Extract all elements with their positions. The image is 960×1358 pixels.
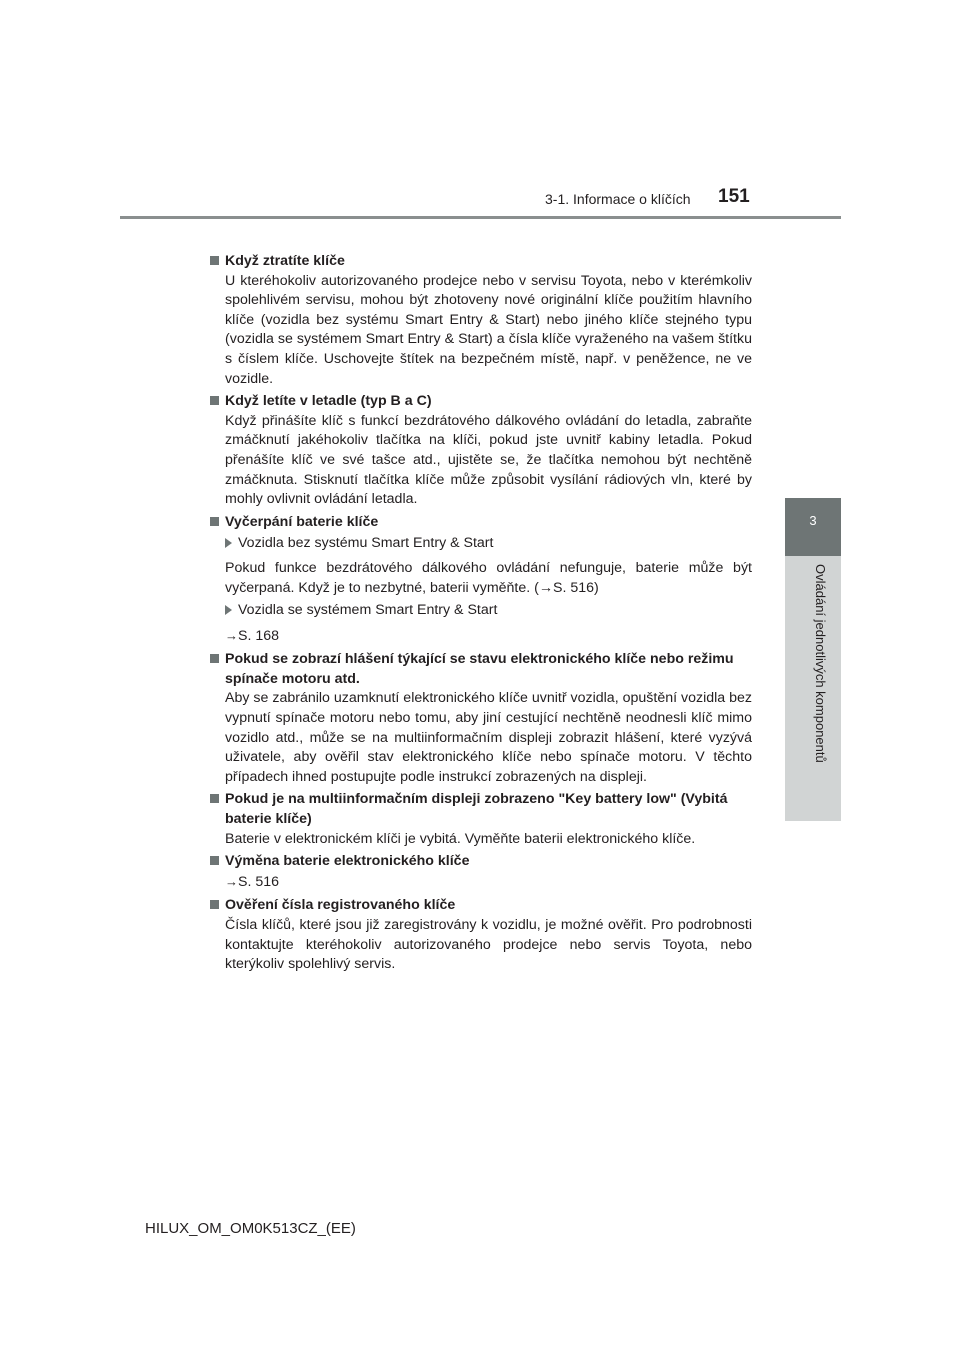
square-bullet-icon <box>210 256 219 265</box>
document-code: HILUX_OM_OM0K513CZ_(EE) <box>145 1220 356 1237</box>
arrow-right-icon: → <box>225 627 238 643</box>
triangle-bullet-icon <box>225 538 232 548</box>
section-airplane <box>208 392 752 510</box>
section-paragraph: Aby se zabránilo uzamknutí elektronického klíče uvnitř vozidla, opuštění vozidla bez vypnutí spínače motoru nebo tomu, aby jiní cestující nechtěně neodnesli klíč mimo vozidlo atd., může se na multiinformačním displeji zobrazit hlášení, které vyzývá uživatele, aby ověřil stav elektronického klíče nebo spínače motoru. V těchto případech ihned postupujte podle instrukcí zobrazených na displeji. <box>225 690 752 785</box>
square-bullet-icon <box>210 900 219 909</box>
section-key-battery-low <box>208 790 752 849</box>
triangle-bullet-icon <box>225 605 232 615</box>
square-bullet-icon <box>210 396 219 405</box>
section-lost-keys <box>208 252 752 389</box>
subsection-label: Vozidla se systémem Smart Entry & Start <box>208 601 752 621</box>
square-bullet-icon <box>210 654 219 663</box>
chapter-title: Ovládání jednotlivých komponentů <box>813 564 828 763</box>
section-heading: Ověření čísla registrovaného klíče <box>208 896 752 916</box>
section-paragraph: U kteréhokoliv autorizovaného prodejce nebo v servisu Toyota, nebo v kterémkoliv spolehlivém servisu, mohou být zhotoveny nové originální klíče použitím hlavního klíče (vozidla bez systému Smart Entry & Start) nebo jiného klíče stejného typu (vozidla se systémem Smart Entry & Start) a čísla klíče vyraženého na vašem štítku s číslem klíče. Uschovejte štítek na bezpečném místě, např. v peněžence, ne ve vozidle. <box>225 272 752 387</box>
subsection-label: Vozidla bez systému Smart Entry & Start <box>208 534 752 554</box>
square-bullet-icon <box>210 794 219 803</box>
section-battery-replacement <box>208 852 752 892</box>
section-paragraph: Čísla klíčů, které jsou již zaregistrovány k vozidlu, je možné ověřit. Pro podrobnosti kontaktujte kteréhokoliv autorizovaného prodejce nebo servis Toyota, nebo kterýkoliv spolehlivý servis. <box>225 917 752 973</box>
section-heading: Vyčerpání baterie klíče <box>208 513 752 533</box>
section-heading: Pokud je na multiinformačním displeji zobrazeno "Key battery low" (Vybitá baterie klíče) <box>208 790 752 829</box>
square-bullet-icon <box>210 856 219 865</box>
page-reference: →S. 516 <box>225 873 280 890</box>
section-paragraph: Když přinášíte klíč s funkcí bezdrátového dálkového ovládání do letadla, zabraňte zmáčknutí jakéhokoliv tlačítka na klíči, pokud jste uvnitř kabiny letadla. Pokud přenášíte klíč ve své tašce atd., ujistěte se, že tlačítka nemohou být nechtěně zmáčknuta. Stisknutí tlačítka klíče může způsobit vysílání rádiových vln, které by mohly ovlivnit ovládání letadla. <box>225 412 752 508</box>
section-heading: Pokud se zobrazí hlášení týkající se stavu elektronického klíče nebo režimu spínače motoru atd. <box>208 650 752 689</box>
header-section-title: 3-1. Informace o klíčích <box>545 191 691 207</box>
section-key-number-check <box>208 896 752 974</box>
section-key-message <box>208 650 752 787</box>
header-divider <box>120 216 841 219</box>
section-heading: Když letíte v letadle (typ B a C) <box>208 392 752 412</box>
section-paragraph: Pokud funkce bezdrátového dálkového ovládání nefunguje, baterie může být vyčerpaná. Když je to nezbytné, baterii vyměňte. (→S. 516) <box>225 559 752 596</box>
section-heading: Když ztratíte klíče <box>208 252 752 272</box>
section-paragraph: Baterie v elektronickém klíči je vybitá. Vyměňte baterii elektronického klíče. <box>225 830 696 847</box>
page-reference: →S. 168 <box>225 627 280 644</box>
page-number: 151 <box>718 186 750 207</box>
section-battery-depletion <box>208 513 752 647</box>
section-heading: Výměna baterie elektronického klíče <box>208 852 752 872</box>
arrow-right-icon: → <box>225 873 238 889</box>
square-bullet-icon <box>210 517 219 526</box>
page-content <box>208 252 752 978</box>
chapter-tab: 3 <box>785 498 841 556</box>
